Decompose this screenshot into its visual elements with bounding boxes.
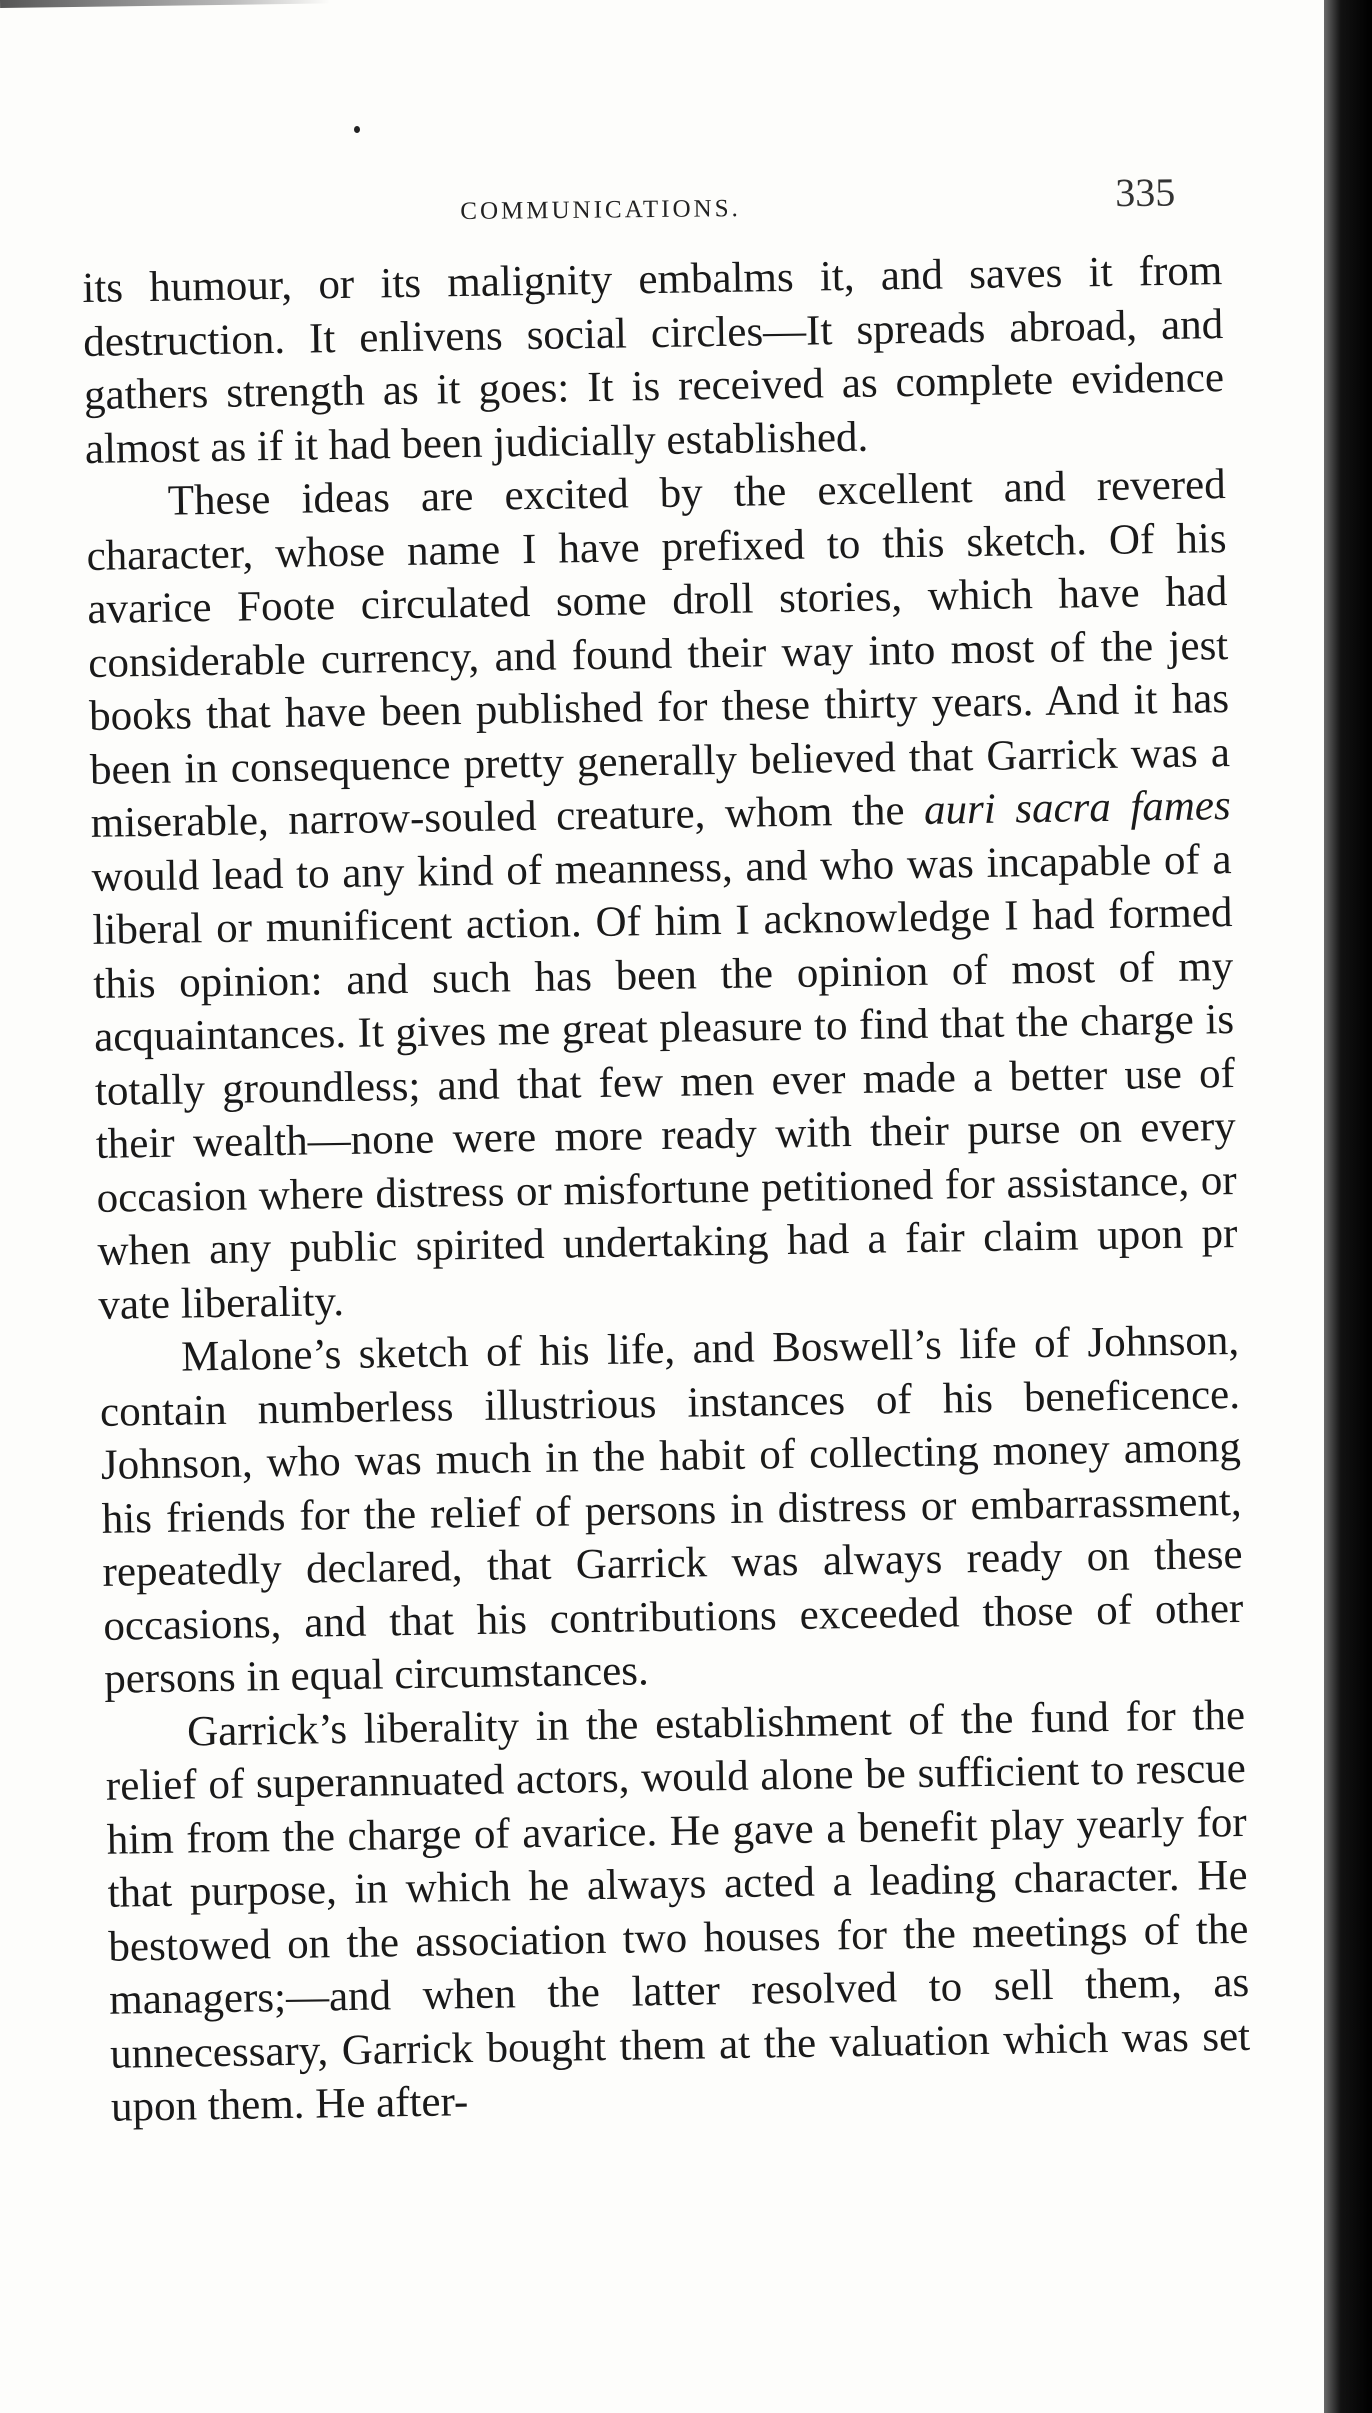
paragraph-text-before-latin: These ideas are excited by the excellent and revered character, whose name I have prefixed to this sketch. Of his avarice Foote circulated some droll stories, which have had considerable currency, and found their way into most of the jest books that have been published for these thirty years. And it has been in consequence pretty generally believed that Garrick was a miserable, narrow-souled creature, whom the [86,461,1231,847]
paragraph [85,458,1238,1332]
running-head [80,168,1181,240]
paragraph-continued [82,244,1225,476]
latin-phrase: auri sacra fames [923,782,1232,834]
paragraph-text: Malone’s sketch of his life, and Boswell’s life of Johnson, contain numberless illustrious instances of his beneficence. Johnson, who was much in the habit of collecting money among his friends for the relief of persons in distress or embarrassment, repeatedly declared, that Garrick was always ready on these occasions, and that his contributions exceeded those of other persons in equal circumstances. [99,1316,1244,1703]
body-text [82,244,1251,2134]
paragraph-text: its humour, or its malignity embalms it, and saves it from destruction. It enlivens social circles—It spreads abroad, and gathers strength as it goes: It is received as complete evidence almost as if it had been judicially established. [82,247,1225,473]
paragraph-text-after-latin: would lead to any kind of meanness, and who was incapable of a liberal or munificent action. Of him I acknowledge I had formed this opinion: and such has been the opinion of most of my acquaintances. It gives me great pleasure to find that the charge is totally groundless; and that few men ever made a better use of their wealth—none were more ready with their purse on every occasion where distress or misfortune petitioned for assistance, or when any public spirited undertaking had a fair claim upon pr vate liberality. [91,835,1238,1329]
scan-shadow-top [0,0,330,8]
paragraph [105,1688,1252,2134]
paragraph-text: Garrick’s liberality in the establishment of the fund for the relief of superannuated actors, would alone be sufficient to rescue him from the charge of avarice. He gave a benefit play yearly for that purpose, in which he always acted a leading character. He bestowed on the association two houses for the meetings of the managers;—and when the latter resolved to sell them, as unnecessary, Garrick bought them at the valuation which was set upon them. He after- [105,1691,1251,2131]
scan-shadow-right-edge [1324,0,1372,2413]
running-title: COMMUNICATIONS. [460,195,741,226]
ink-speck [354,126,360,133]
page-number: 335 [1114,169,1176,216]
paragraph [99,1314,1245,1706]
